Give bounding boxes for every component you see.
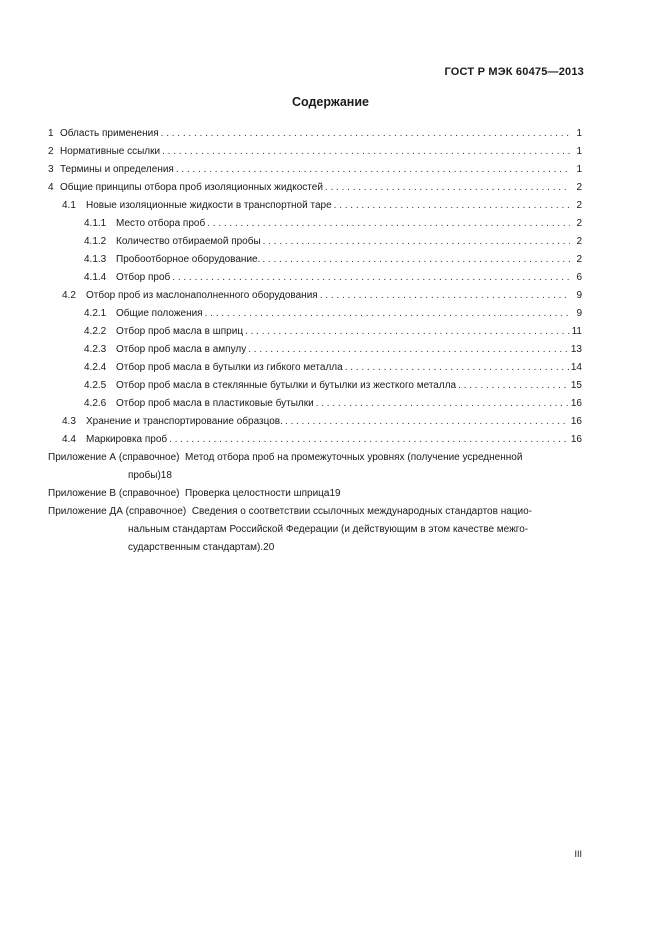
dot-leader — [169, 431, 569, 449]
appendix-text: Проверка целостности шприца — [185, 488, 330, 499]
toc-entry-text: Отбор проб масла в стеклянные бутылки и бутылки из жесткого металла — [116, 380, 457, 391]
toc-entry-text: Отбор проб масла в бутылки из гибкого металла — [116, 362, 343, 373]
toc-entry-text: Отбор проб масла в ампулу — [116, 344, 247, 355]
toc-entry[interactable] — [48, 179, 582, 197]
toc-entry-number: 4.2.6 — [84, 398, 107, 409]
dot-leader — [262, 251, 570, 269]
toc-entry-number: 4.3 — [62, 416, 76, 427]
dot-leader — [245, 323, 570, 341]
toc-entry[interactable] — [48, 233, 582, 251]
toc-entry-title — [84, 305, 203, 323]
toc-entry-number: 4.1.3 — [84, 254, 107, 265]
toc-entry-page: 2 — [576, 182, 582, 193]
appendix-text: Метод отбора проб на промежуточных уровнях (получение усредненной — [185, 452, 523, 463]
toc-entry-text: Общие положения — [116, 308, 203, 319]
toc-entry-title — [84, 251, 260, 269]
dot-leader — [172, 269, 570, 287]
toc-entry-number: 4.2.3 — [84, 344, 107, 355]
toc-entry-number: 1 — [48, 128, 54, 139]
dot-leader — [345, 359, 569, 377]
toc-entry-page: 11 — [571, 326, 582, 337]
toc-entry-page: 9 — [576, 290, 582, 301]
toc-entry-number: 4.2.2 — [84, 326, 107, 337]
toc-entry[interactable] — [48, 305, 582, 323]
appendix-text: сударственным стандартам). — [128, 542, 264, 553]
document-header: ГОСТ Р МЭК 60475—2013 — [444, 66, 584, 78]
appendix-text: Сведения о соответствии ссылочных международных стандартов нацио- — [191, 506, 532, 517]
toc-entry-text: Количество отбираемой пробы — [116, 236, 261, 247]
toc-entry[interactable] — [48, 269, 582, 287]
dot-leader — [207, 215, 570, 233]
toc-entry-page: 16 — [570, 434, 582, 445]
toc-entry-page: 9 — [576, 308, 582, 319]
toc-entry-number: 4.2.4 — [84, 362, 107, 373]
toc-entry-text: Область применения — [60, 128, 159, 139]
dot-leader — [248, 341, 569, 359]
toc-entry-title — [48, 161, 174, 179]
dot-leader — [320, 287, 570, 305]
toc-entry-text: Хранение и транспортирование образцов. — [86, 416, 283, 427]
toc-entry-title — [84, 341, 246, 359]
appendix-label: Приложение А (справочное) — [48, 452, 180, 463]
appendix-page: 19 — [329, 488, 341, 499]
toc-entry[interactable] — [48, 377, 582, 395]
toc-entry-title — [84, 359, 343, 377]
appendix-entry[interactable] — [48, 449, 582, 485]
toc-entry-number: 4.2.5 — [84, 380, 107, 391]
toc-entry-page: 1 — [576, 128, 582, 139]
toc-entry-title — [84, 323, 243, 341]
appendix-text: пробы) — [128, 470, 161, 481]
toc-entry-title — [84, 269, 170, 287]
toc-entry[interactable] — [48, 197, 582, 215]
toc-entry-text: Пробоотборное оборудование. — [116, 254, 261, 265]
toc-entry-text: Термины и определения — [60, 164, 174, 175]
appendix-label: Приложение В (справочное) — [48, 488, 180, 499]
dot-leader — [285, 413, 569, 431]
toc-entry-page: 2 — [576, 254, 582, 265]
toc-entry-page: 16 — [570, 416, 582, 427]
toc-entry[interactable] — [48, 125, 582, 143]
toc-entry-title — [62, 413, 283, 431]
toc-entry[interactable] — [48, 143, 582, 161]
toc-entry-title — [48, 125, 159, 143]
toc-entry-number: 4.4 — [62, 434, 76, 445]
appendix-entry[interactable] — [48, 503, 582, 557]
dot-leader — [334, 197, 570, 215]
dot-leader — [263, 233, 570, 251]
dot-leader — [176, 161, 570, 179]
toc-entry[interactable] — [48, 251, 582, 269]
toc-entry-page: 15 — [570, 380, 582, 391]
toc-entry-text: Отбор проб из маслонаполненного оборудования — [86, 290, 318, 301]
page-number: III — [574, 849, 582, 859]
toc-entry-page: 2 — [576, 200, 582, 211]
toc-entry-title — [62, 431, 167, 449]
toc-entry-page: 13 — [570, 344, 582, 355]
appendix-page: 20 — [263, 542, 275, 553]
dot-leader — [316, 395, 569, 413]
toc-entry[interactable] — [48, 431, 582, 449]
toc-entry[interactable] — [48, 341, 582, 359]
toc-entry-page: 14 — [570, 362, 582, 373]
toc-entry-text: Общие принципы отбора проб изоляционных жидкостей — [60, 182, 323, 193]
dot-leader — [458, 377, 569, 395]
toc-entry-title — [84, 215, 205, 233]
appendix-page: 18 — [160, 470, 172, 481]
toc-entry-number: 4.1.4 — [84, 272, 107, 283]
toc-entry[interactable] — [48, 215, 582, 233]
toc-entry-title — [48, 143, 160, 161]
toc-entry-text: Отбор проб — [116, 272, 171, 283]
toc-entry-text: Место отбора проб — [116, 218, 206, 229]
page-title: Содержание — [291, 95, 369, 109]
dot-leader — [325, 179, 570, 197]
dot-leader — [162, 143, 570, 161]
toc-entry-title — [84, 233, 261, 251]
toc-entry-number: 4.2 — [62, 290, 76, 301]
toc-entry-text: Отбор проб масла в шприц — [116, 326, 244, 337]
toc-entry-title — [62, 197, 332, 215]
toc-entry-number: 4.1.2 — [84, 236, 107, 247]
toc-entry-title — [48, 179, 323, 197]
toc-entry[interactable] — [48, 413, 582, 431]
toc-entry[interactable] — [48, 395, 582, 413]
toc-entry-text: Новые изоляционные жидкости в транспортной таре — [86, 200, 332, 211]
toc-entry-title — [84, 395, 314, 413]
toc-entry-title — [62, 287, 318, 305]
toc-entry-page: 2 — [576, 218, 582, 229]
appendix-text: нальным стандартам Российской Федерации (и действующим в этом качестве межго- — [128, 524, 529, 535]
toc-entry[interactable] — [48, 161, 582, 179]
toc-entry-number: 4 — [48, 182, 54, 193]
toc-entry-text: Отбор проб масла в пластиковые бутылки — [116, 398, 314, 409]
toc-entry[interactable] — [48, 323, 582, 341]
toc-entry-number: 2 — [48, 146, 54, 157]
toc-entry-title — [84, 377, 456, 395]
table-of-contents — [48, 125, 582, 557]
toc-entry-page: 6 — [576, 272, 582, 283]
toc-entry-text: Маркировка проб — [86, 434, 168, 445]
toc-entry-number: 3 — [48, 164, 54, 175]
appendix-entry[interactable] — [48, 485, 582, 503]
appendix-label: Приложение ДА (справочное) — [48, 506, 187, 517]
dot-leader — [161, 125, 570, 143]
toc-entry-text: Нормативные ссылки — [60, 146, 161, 157]
toc-entry[interactable] — [48, 359, 582, 377]
toc-entry-number: 4.1 — [62, 200, 76, 211]
toc-entry[interactable] — [48, 287, 582, 305]
toc-entry-page: 16 — [570, 398, 582, 409]
toc-entry-page: 2 — [576, 236, 582, 247]
toc-entry-number: 4.1.1 — [84, 218, 107, 229]
toc-entry-page: 1 — [576, 164, 582, 175]
dot-leader — [205, 305, 570, 323]
toc-entry-page: 1 — [576, 146, 582, 157]
toc-entry-number: 4.2.1 — [84, 308, 107, 319]
